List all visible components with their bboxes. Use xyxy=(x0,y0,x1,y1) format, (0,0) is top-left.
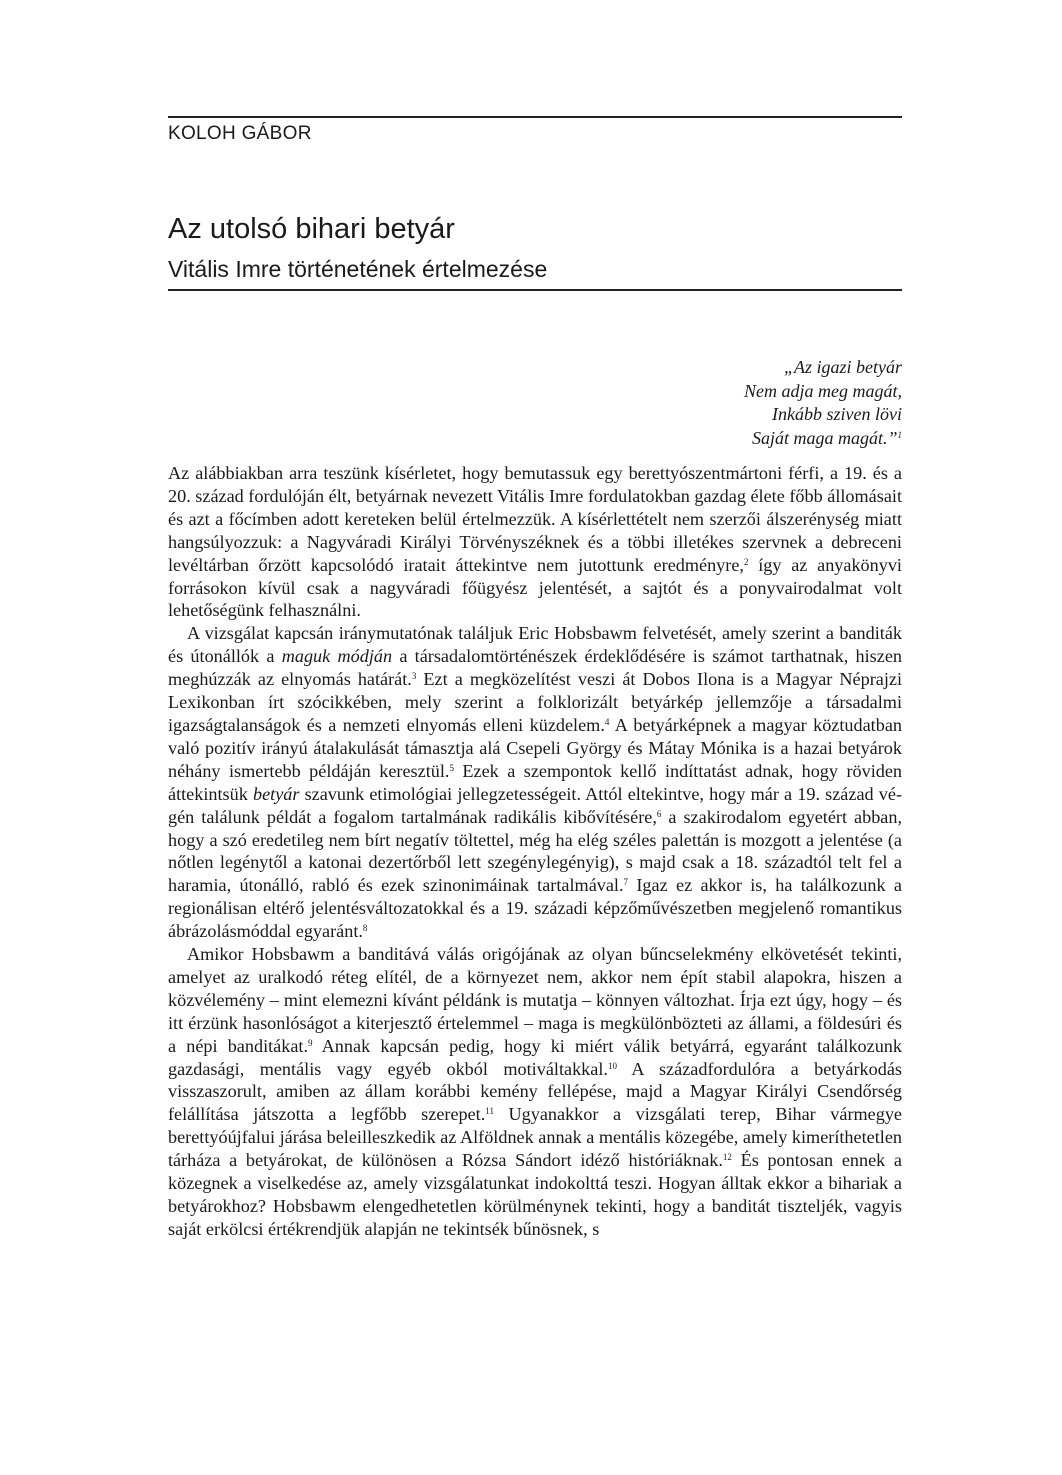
footnote-ref[interactable]: 2 xyxy=(743,556,749,567)
text-run: Ezek a szempontok kellő indíttatást adnak, hogy röviden áttekintsük xyxy=(168,760,903,804)
body-text xyxy=(168,462,902,1241)
text-run: Az alábbiakban arra teszünk kísérletet, hogy bemutassuk egy berettyószentmártoni férfi, a 19. és a 20. század fordulóján élt, betyárnak nevezett Vitális Imre fordulatokban gazdag élete főbb állomásait és azt a főcímben adott kereteken belül értelmezzük. A kísérlettételt nem szerzői álszerénység miatt hangsúlyozzuk: a Nagyváradi Királyi Törvényszéknek és a többi illetékes szervnek a debreceni levéltárban őrzött kapcsolódó iratait áttekintve nem jutottunk eredményre, xyxy=(168,463,902,575)
motto-line: Inkább sziven lövi xyxy=(772,404,902,424)
footnote-ref[interactable]: 4 xyxy=(604,716,610,727)
motto xyxy=(582,356,902,450)
text-run: a társadalomtörténészek érdeklődésére is számot tarthatnak, hiszen meghúzzák az elnyomás határát. xyxy=(168,646,902,690)
text-run: Amikor Hobsbawm a banditává válás origójának az olyan bűncselekmény elkövetését tekinti, amelyet az uralkodó réteg elítél, de a környezet nem, akkor nem épít stabil alapokra, hiszen a közvélemény – mint elemezni kívánt példánk is mutatja – könnyen változhat. Írja ezt úgy, hogy – és itt érzünk hasonlóságot a kiterjesztő értelemmel – maga is megkülönbözteti az állami, a földesúri és a népi banditákat. xyxy=(168,944,902,1056)
text-run: És pontosan ennek a közegnek a viselkedése az, amely vizsgálatunkat indokolttá teszi. Hogyan álltak ekkor a bihariak a betyárokhoz? Hobsbawm elengedhetetlen körülménynek tekinti, hogy a banditát tiszteljék, vagyis saját erkölcsi értékrendjük alapján ne tekintsék bűnösnek, s xyxy=(168,1150,903,1239)
text-run: A századfordulóra a betyárkodás visszaszorult, amiben az állam korábbi kemény fellépése, majd a Magyar Királyi Csendőrség felállítása játszotta a legfőbb szerepet. xyxy=(168,1058,902,1125)
article-subtitle: Vitális Imre történetének értelmezése xyxy=(168,256,548,282)
body-paragraph xyxy=(168,943,902,1241)
italic-term: maguk módján xyxy=(281,646,393,667)
italic-term: betyár xyxy=(252,783,300,804)
body-paragraph xyxy=(168,622,902,943)
footnote-ref[interactable]: 8 xyxy=(362,923,368,934)
text-run: Ezt a megközelítést veszi át Dobos Ilona is a Magyar Néprajzi Lexikonban írt szócikkében, mely szerint a folklorizált betyárkép jellemzője a társadalmi igazságtalanságok és a nemzeti elnyomás elleni küzdelem. xyxy=(168,669,903,735)
footnote-ref[interactable]: 1 xyxy=(897,429,902,440)
motto-line: Saját maga magát.”$^1$ xyxy=(751,427,902,448)
body-paragraph xyxy=(168,462,902,622)
footnote-ref[interactable]: 6 xyxy=(656,808,662,819)
footnote-ref[interactable]: 11 xyxy=(485,1106,494,1117)
text-run: A betyárképnek a magyar köztudatban való pozitív irányú átalakulását támasztja alá Csepeli György és Mátay Mónika is a hazai betyárok néhány ismertebb példáján keresztül. xyxy=(168,714,902,781)
motto-line: „Az igazi betyár xyxy=(783,357,902,377)
author-name: KOLOH GÁBOR xyxy=(168,123,312,144)
footnote-ref[interactable]: 7 xyxy=(623,877,629,888)
footnote-ref[interactable]: 9 xyxy=(308,1037,313,1048)
text-run: Annak kapcsán pedig, hogy ki miért válik betyárrá, egyaránt találkozunk gazdasági, mentális vagy egyéb okból motiváltakkal. xyxy=(168,1035,902,1079)
title-rule xyxy=(168,289,902,291)
text-run: így az anyakönyvi forrásokon kívül csak a nagyváradi főügyész jelentését, a sajtót és a ponyvairodalmat volt lehetőségünk felhasználni. xyxy=(168,554,902,621)
article-title: Az utolsó bihari betyár xyxy=(168,213,455,245)
text-run: Ugyanakkor a vizsgálati terep, Bihar vármegye berettyóújfalui járása beleilleszkedik az Alföldnek annak a mentális közegébe, amely kimeríthetetlen tárháza a betyárokat, de különösen a Rózsa Sándort idéző históriáknak. xyxy=(168,1104,903,1171)
footnote-ref[interactable]: 10 xyxy=(607,1060,617,1071)
text-run: A vizsgálat kapcsán iránymutatónak találjuk Eric Hobsbawm felvetését, amely szerint a banditák és útonállók a xyxy=(168,623,902,667)
text-run: Igaz ez akkor is, ha találkozunk a regionálisan eltérő jelentésváltozatokkal és a 19. századi képzőművészetben megjelenő romantikus ábrázolásmóddal egyaránt. xyxy=(168,875,902,942)
header-rule xyxy=(168,116,902,118)
text-run: szavunk etimológiai jellegzetességeit. Attól eltekintve, hogy már a 19. század végén találunk példát a fogalom tartalmának radikális kibővítésére, xyxy=(168,783,902,827)
footnote-ref[interactable]: 12 xyxy=(722,1152,732,1163)
motto-line: Nem adja meg magát, xyxy=(744,380,902,401)
text-run: a szakirodalom egyetért abban, hogy a szó eredetileg nem bírt negatív töltettel, még ha elég széles palettán is mozgott a jelentése (a nőtlen legénytől a katonai dezertőrből lett szegénylegényig), s majd csak a 18. századtól telt fel a haramia, útonálló, rabló és ezek szinonimáinak tartalmával. xyxy=(168,806,902,896)
footnote-ref[interactable]: 3 xyxy=(411,671,417,682)
footnote-ref[interactable]: 5 xyxy=(449,762,454,773)
